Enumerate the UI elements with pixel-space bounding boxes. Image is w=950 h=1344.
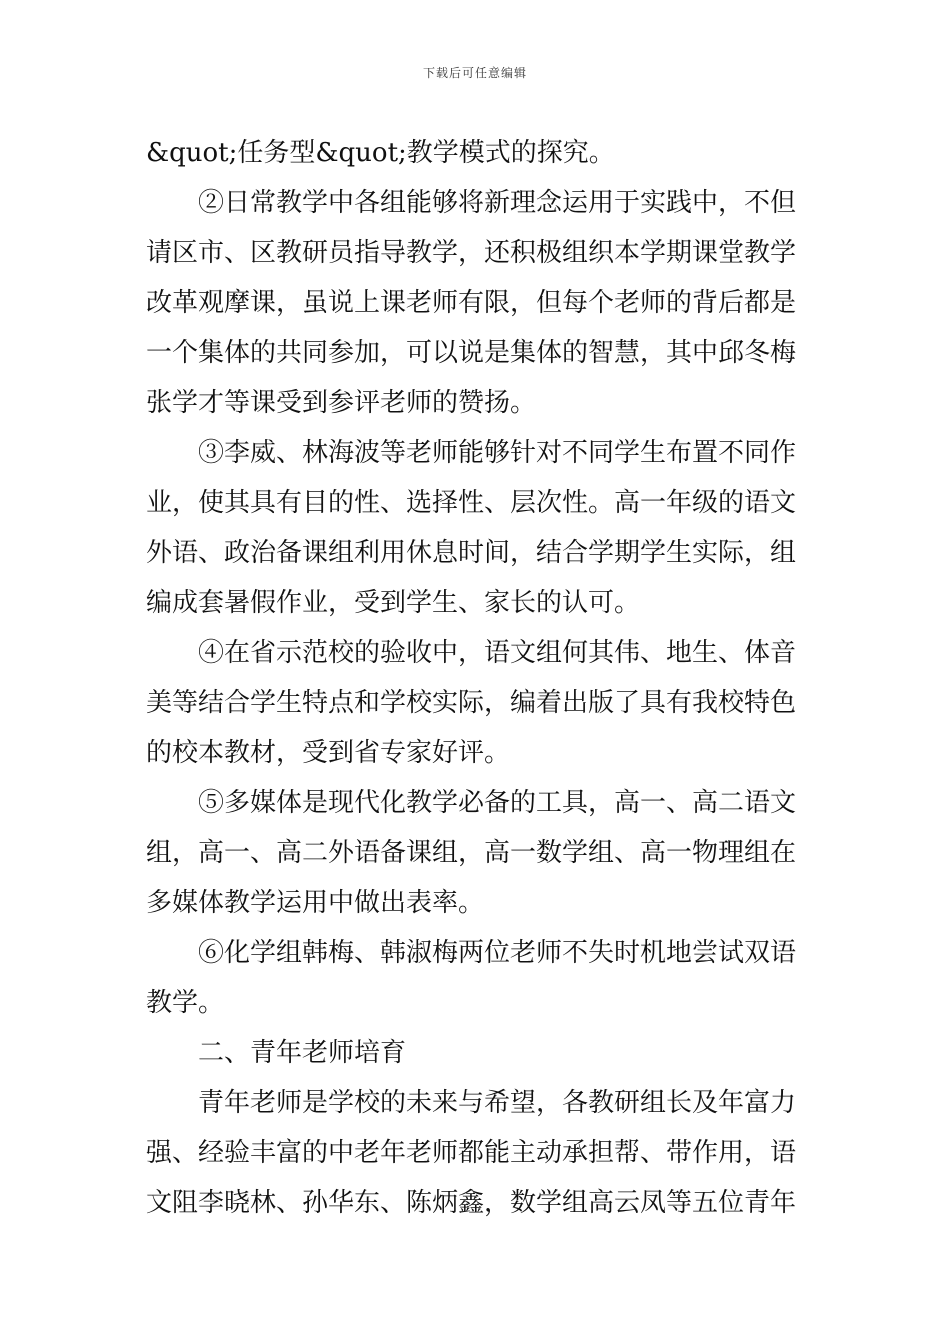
paragraph-start-line: 青年老师是学校的未来与希望，各教研组长及年富力 <box>198 1088 797 1118</box>
paragraph-start-line: ⑥化学组韩梅、韩淑梅两位老师不失时机地尝试双语 <box>198 938 797 968</box>
text-line: 多媒体教学运用中做出表率。 <box>146 888 485 918</box>
text-line: 张学才等课受到参评老师的赞扬。 <box>146 388 537 418</box>
text-line: 业，使其具有目的性、选择性、层次性。高一年级的语文 <box>146 488 797 518</box>
paragraph-start-line: ②日常教学中各组能够将新理念运用于实践中，不但 <box>198 188 797 218</box>
page-header: 下载后可任意编辑 <box>422 66 527 80</box>
text-line: 请区市、区教研员指导教学，还积极组织本学期课堂教学 <box>146 238 797 268</box>
text-line: 改革观摩课，虽说上课老师有限，但每个老师的背后都是 <box>146 288 797 318</box>
text-line: 文阻李晓林、孙华东、陈炳鑫，数学组高云凤等五位青年 <box>146 1188 797 1218</box>
text-line: 美等结合学生特点和学校实际，编着出版了具有我校特色 <box>146 688 797 718</box>
text-line: 教学。 <box>146 988 225 1018</box>
text-line: &quot;任务型&quot;教学模式的探究。 <box>146 138 615 168</box>
text-line: 强、经验丰富的中老年老师都能主动承担帮、带作用，语 <box>146 1138 797 1168</box>
paragraph-start-line: ④在省示范校的验收中，语文组何其伟、地生、体音 <box>198 638 797 668</box>
section-heading: 二、青年老师培育 <box>198 1038 407 1068</box>
text-line: 外语、政治备课组利用休息时间，结合学期学生实际，组 <box>146 538 797 568</box>
paragraph-start-line: ⑤多媒体是现代化教学必备的工具，高一、高二语文 <box>198 788 797 818</box>
paragraph-start-line: ③李威、林海波等老师能够针对不同学生布置不同作 <box>198 438 797 468</box>
text-line: 组，高一、高二外语备课组，高一数学组、高一物理组在 <box>146 838 797 868</box>
text-line: 的校本教材，受到省专家好评。 <box>146 738 511 768</box>
text-line: 一个集体的共同参加，可以说是集体的智慧，其中邱冬梅 <box>146 338 797 368</box>
document-body <box>146 128 806 1228</box>
text-line: 编成套暑假作业，受到学生、家长的认可。 <box>146 588 641 618</box>
